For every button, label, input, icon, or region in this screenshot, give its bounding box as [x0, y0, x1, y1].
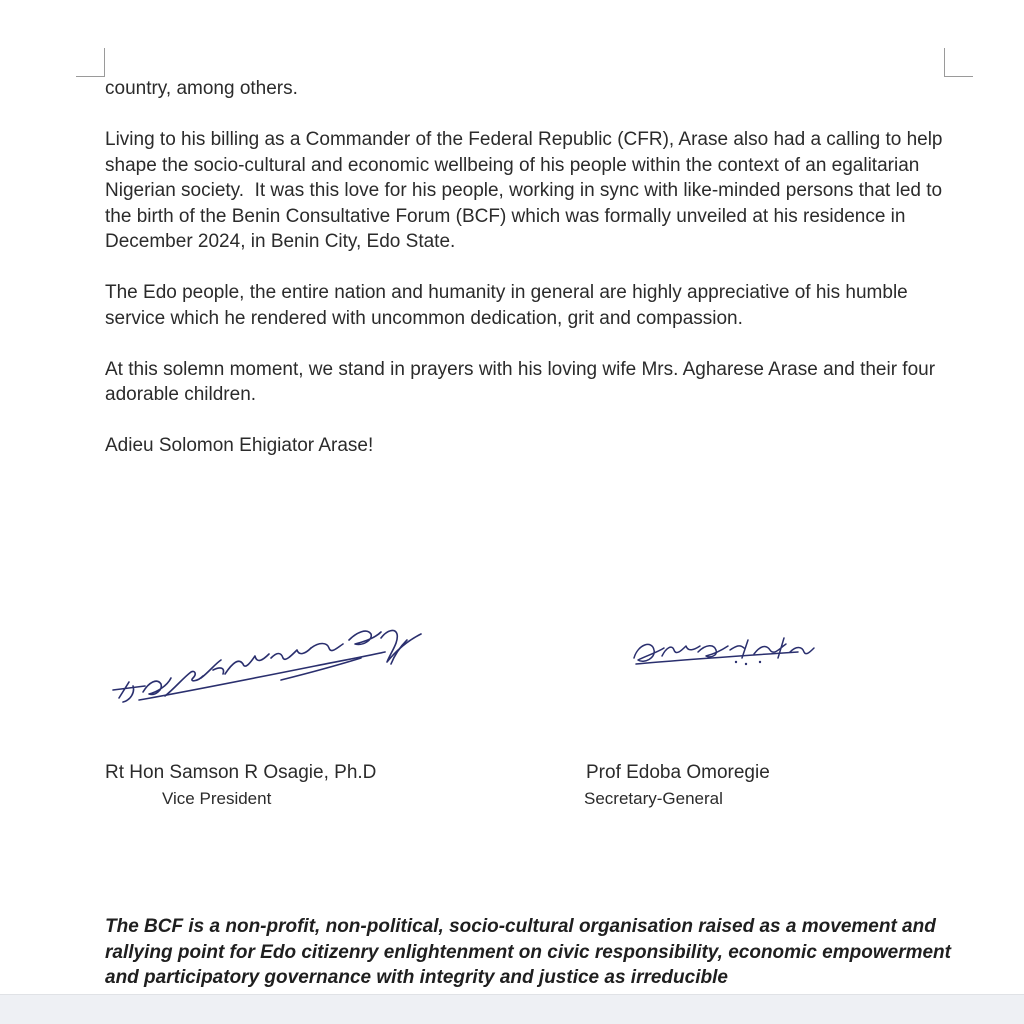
viewer-bottom-bar[interactable] — [0, 994, 1024, 1024]
document-body — [105, 76, 955, 484]
organisation-footer-note — [105, 914, 965, 991]
signature-vice-president — [105, 612, 435, 712]
paragraph-3: The Edo people, the entire nation and humanity in general are highly appreciative of his humble service which he rendered with uncommon dedication, grit and compassion. — [105, 282, 914, 329]
signature-secretary-general — [628, 630, 818, 680]
margin-corner-top-right — [944, 48, 973, 77]
margin-corner-top-left — [76, 48, 105, 77]
footer-note-text: The BCF is a non-profit, non-political, socio-cultural organisation raised as a movement and rallying point for Edo citizenry enlightenment on civic responsibility, economic empowerment and participatory governance with integrity and justice as irreducible — [105, 916, 951, 988]
paragraph-4: At this solemn moment, we stand in prayers with his loving wife Mrs. Agharese Arase and their four adorable children. — [105, 358, 941, 405]
signatory-name-vice-president: Rt Hon Samson R Osagie, Ph.D — [105, 762, 377, 783]
signatory-title-vice-president: Vice President — [162, 789, 272, 808]
paragraph-5: Adieu Solomon Ehigiator Arase! — [105, 435, 374, 456]
paragraph-1: country, among others. — [105, 78, 298, 99]
paragraph-2: Living to his billing as a Commander of the Federal Republic (CFR), Arase also had a calling to help shape the socio-cultural and economic wellbeing of his people within the context of an egalitarian Nigerian society. It was this love for his people, working in sync with like-minded persons that led to the birth of the Benin Consultative Forum (BCF) which was formally unveiled at his residence in December 2024, in Benin City, Edo State. — [105, 129, 948, 252]
signatory-title-secretary-general: Secretary-General — [584, 789, 723, 808]
signatory-name-secretary-general: Prof Edoba Omoregie — [586, 762, 770, 783]
